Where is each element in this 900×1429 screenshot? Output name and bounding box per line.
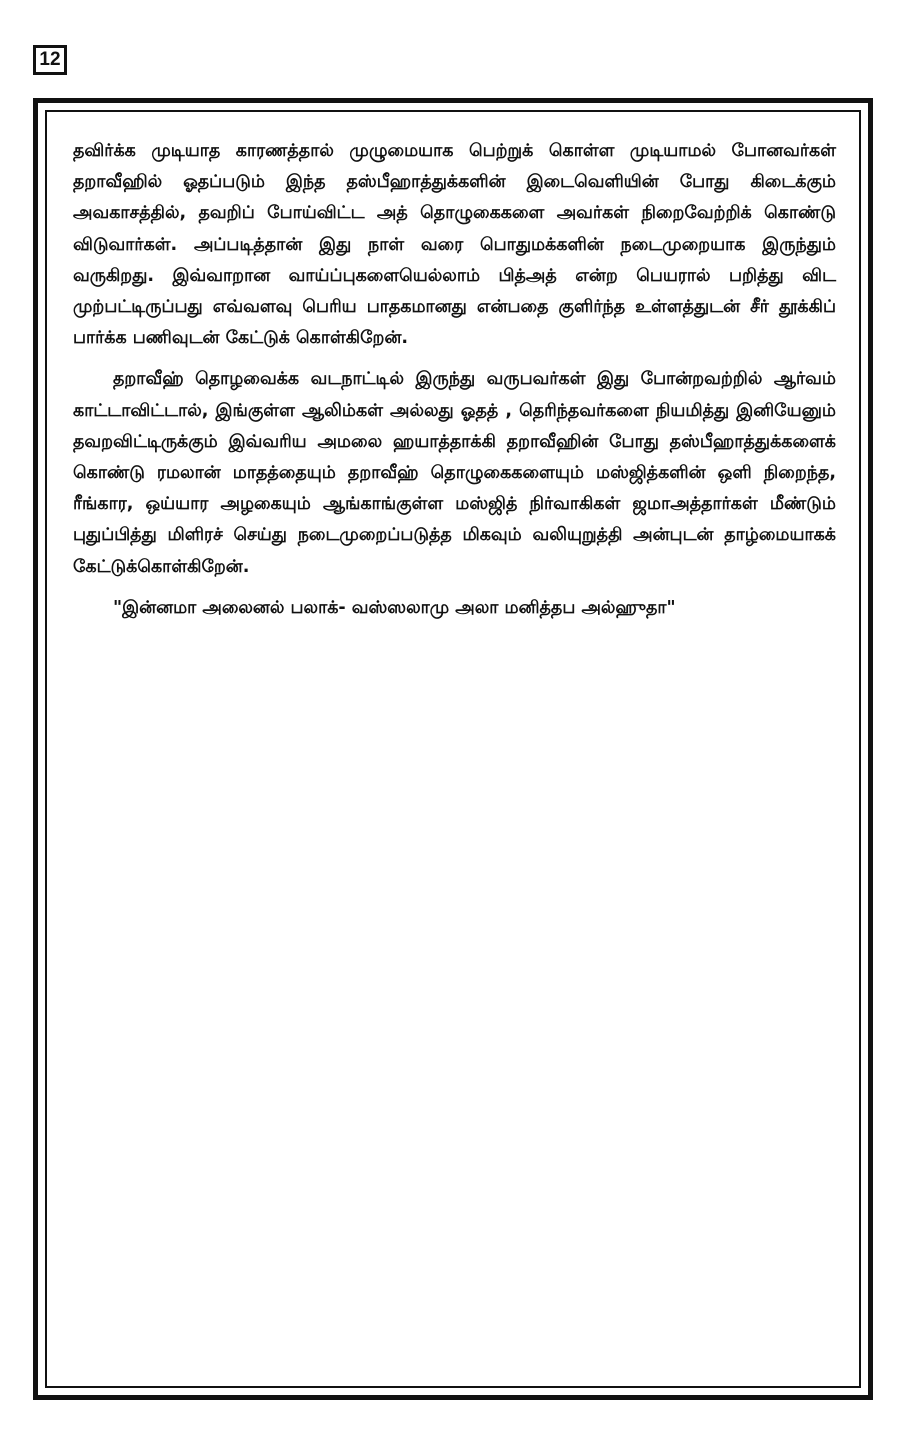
page-number: 12 [33,45,67,75]
body-paragraph-2: தறாவீஹ் தொழவைக்க வடநாட்டில் இருந்து வருபவர்கள் இது போன்றவற்றில் ஆர்வம் காட்டாவிட்டால், இங்குள்ள ஆலிம்கள் அல்லது ஓதத் , தெரிந்தவர்களை நியமித்து இனியேனும் தவறவிட்டிருக்கும் இவ்வரிய அமலை ஹயாத்தாக்கி தறாவீஹின் போது தஸ்பீஹாத்துக்களைக் கொண்டு ரமலான் மாதத்தையும் தறாவீஹ் தொழுகைகளையும் மஸ்ஜித்களின் ஒளி நிறைந்த, ரீங்கார, ஒய்யார அழகையும் ஆங்காங்குள்ள மஸ்ஜித் நிர்வாகிகள் ஜமாஅத்தார்கள் மீண்டும் புதுப்பித்து மிளிரச் செய்து நடைமுறைப்படுத்த மிகவும் வலியுறுத்தி அன்புடன் தாழ்மையாகக் கேட்டுக்கொள்கிறேன். [73,369,836,577]
page-body [73,136,836,641]
body-paragraph-1: தவிர்க்க முடியாத காரணத்தால் முழுமையாக பெற்றுக் கொள்ள முடியாமல் போனவர்கள் தறாவீஹில் ஓதப்படும் இந்த தஸ்பீஹாத்துக்களின் இடைவெளியின் போது கிடைக்கும் அவகாசத்தில், தவறிப் போய்விட்ட அத் தொழுகைகளை அவர்கள் நிறைவேற்றிக் கொண்டு விடுவார்கள். அப்படித்தான் இது நாள் வரை பொதுமக்களின் நடைமுறையாக இருந்தும் வருகிறது. இவ்வாறான வாய்ப்புகளையெல்லாம் பித்அத் என்ற பெயரால் பறித்து விட முற்பட்டிருப்பது எவ்வளவு பெரிய பாதகமானது என்பதை குளிர்ந்த உள்ளத்துடன் சீர் தூக்கிப் பார்க்க பணிவுடன் கேட்டுக் கொள்கிறேன். [73,141,836,349]
closing-dua: "இன்னமா அலைனல் பலாக்- வஸ்ஸலாமு அலா மனித்தப அல்ஹுதா" [113,597,676,618]
